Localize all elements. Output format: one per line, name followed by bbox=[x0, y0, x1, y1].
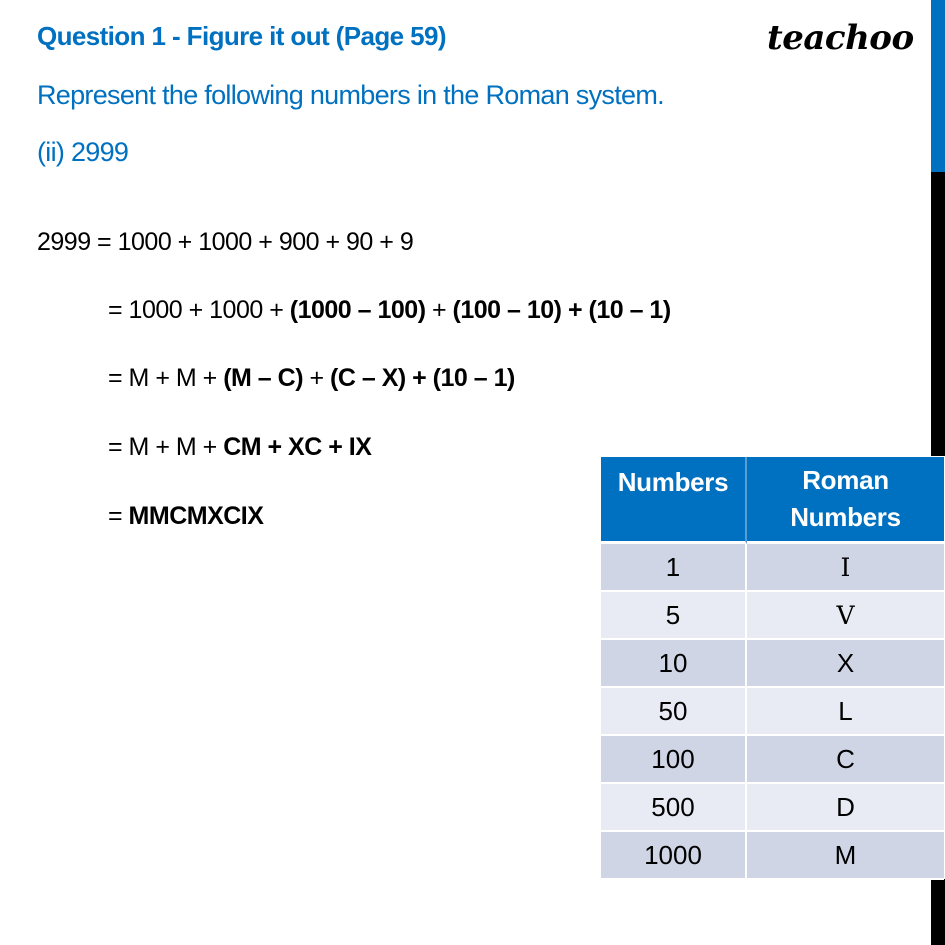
step-segment: + bbox=[425, 296, 453, 324]
column-header-roman-numbers: Roman Numbers bbox=[747, 457, 944, 544]
table-row bbox=[601, 832, 944, 880]
step-segment-bold: (1000 – 100) bbox=[289, 296, 426, 324]
cell-number: 500 bbox=[601, 784, 747, 832]
step-segment: = M + M + bbox=[108, 364, 224, 392]
table-row bbox=[601, 784, 944, 832]
roman-numeral-table bbox=[601, 457, 944, 880]
cell-number: 1 bbox=[601, 544, 747, 592]
teachoo-logo: teachoo bbox=[767, 18, 914, 58]
solution-step bbox=[108, 433, 371, 462]
step-segment-bold: (C – X) + (10 – 1) bbox=[330, 364, 515, 392]
cell-number: 1000 bbox=[601, 832, 747, 880]
table-row bbox=[601, 736, 944, 784]
table-row bbox=[601, 592, 944, 640]
table-row bbox=[601, 640, 944, 688]
step-segment-bold: (100 – 10) + (10 – 1) bbox=[452, 296, 671, 324]
table-header-row bbox=[601, 457, 944, 544]
cell-roman: M bbox=[747, 832, 944, 880]
cell-number: 50 bbox=[601, 688, 747, 736]
step-segment: = bbox=[108, 502, 129, 530]
question-part: (ii) 2999 bbox=[37, 137, 129, 167]
cell-roman: X bbox=[747, 640, 944, 688]
table-row bbox=[601, 688, 944, 736]
cell-number: 5 bbox=[601, 592, 747, 640]
step-segment-bold: CM + XC + IX bbox=[223, 433, 372, 461]
table-row bbox=[601, 544, 944, 592]
step-segment: 2999 = 1000 + 1000 + 900 + 90 + 9 bbox=[37, 228, 414, 256]
cell-roman: I bbox=[747, 544, 944, 592]
cell-roman: L bbox=[747, 688, 944, 736]
answer-value: MMCMXCIX bbox=[128, 502, 264, 530]
cell-roman: D bbox=[747, 784, 944, 832]
solution-step bbox=[108, 364, 515, 393]
solution-step bbox=[108, 296, 671, 325]
column-header-numbers: Numbers bbox=[601, 457, 747, 544]
question-prompt: Represent the following numbers in the Roman system. bbox=[37, 80, 664, 110]
step-segment: = M + M + bbox=[108, 433, 224, 461]
question-title: Question 1 - Figure it out (Page 59) bbox=[37, 21, 446, 51]
cell-number: 100 bbox=[601, 736, 747, 784]
step-segment: + bbox=[303, 364, 331, 392]
cell-roman: C bbox=[747, 736, 944, 784]
edge-accent-bar-black-bottom bbox=[931, 879, 945, 945]
cell-number: 10 bbox=[601, 640, 747, 688]
solution-step bbox=[37, 228, 413, 257]
final-answer bbox=[108, 502, 263, 531]
edge-accent-bar-blue bbox=[931, 0, 945, 172]
edge-accent-bar-black-top bbox=[931, 172, 945, 456]
step-segment: = 1000 + 1000 + bbox=[108, 296, 290, 324]
cell-roman: V bbox=[747, 592, 944, 640]
step-segment-bold: (M – C) bbox=[223, 364, 304, 392]
